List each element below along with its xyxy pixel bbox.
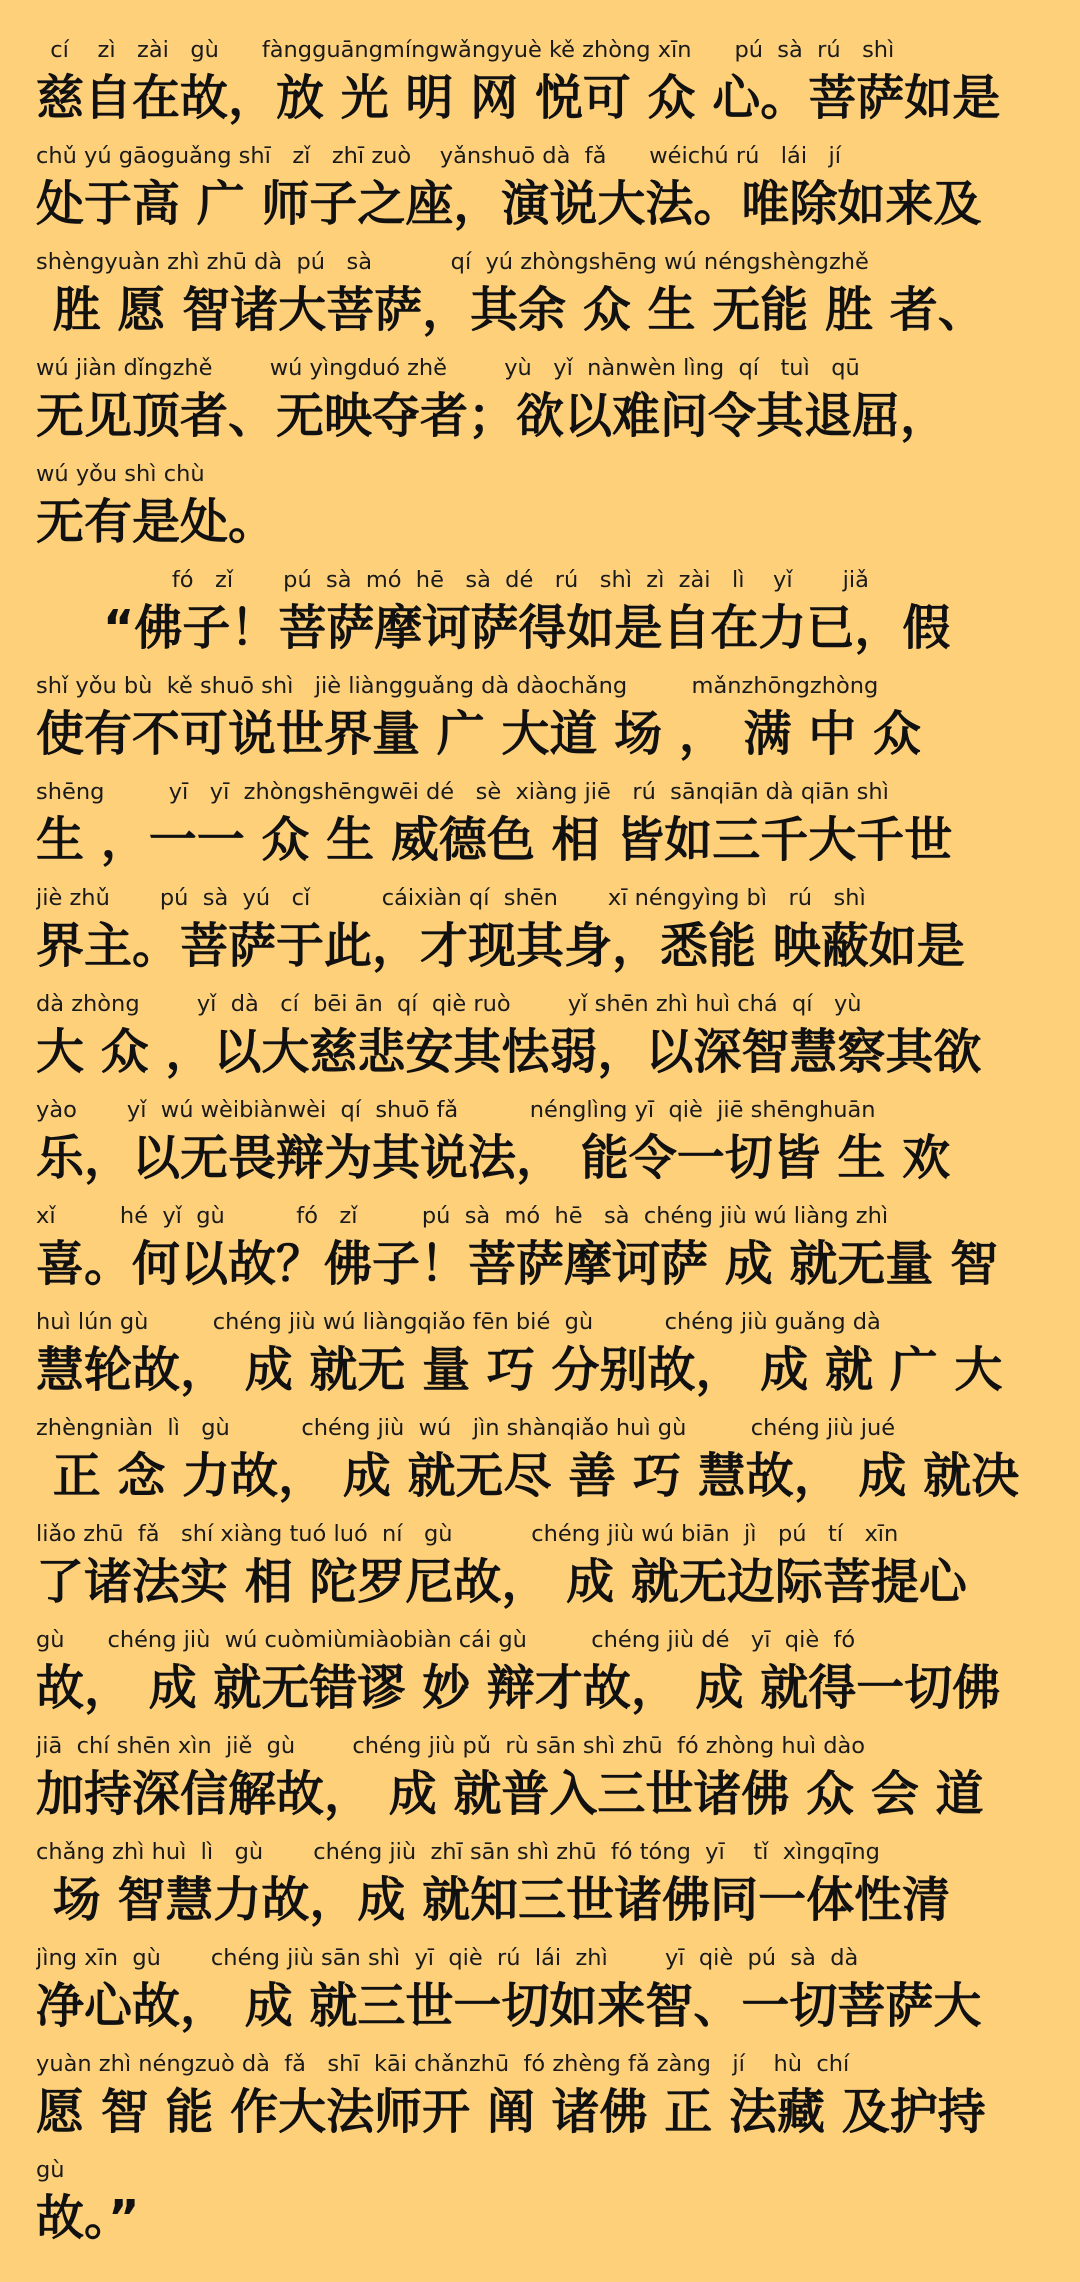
hanzi-text: 使有不可说世界量 广 大道 场 ， 满 中 众 [36, 706, 921, 762]
pinyin-annotation: yào yǐ wú wèibiànwèi qí shuō fǎ nénglìng yī qiè jiē shēnghuān [36, 1097, 876, 1123]
hanzi-text: 正 念 力故， 成 就无尽 善 巧 慧故， 成 就决 [36, 1448, 1020, 1504]
hanzi-text: 场 智慧力故，成 就知三世诸佛同一体性清 [36, 1872, 951, 1928]
hanzi-text: 慧轮故， 成 就无 量 巧 分别故， 成 就 广 大 [36, 1342, 1003, 1398]
hanzi-text: 生 ，一一 众 生 威德色 相 皆如三千大千世 [36, 812, 953, 868]
pinyin-annotation: chǎng zhì huì lì gù chéng jiù zhī sān shì zhū fó tóng yī tǐ xìngqīng [36, 1839, 880, 1865]
pinyin-annotation: huì lún gù chéng jiù wú liàngqiǎo fēn bié gù chéng jiù guǎng dà [36, 1309, 881, 1335]
pinyin-annotation: zhèngniàn lì gù chéng jiù wú jìn shànqiǎo huì gù chéng jiù jué [36, 1415, 896, 1441]
pinyin-annotation: shèngyuàn zhì zhū dà pú sà qí yú zhòngshēng wú néngshèngzhě [36, 249, 869, 275]
text-line [36, 672, 1042, 778]
pinyin-annotation: jìng xīn gù chéng jiù sān shì yī qiè rú lái zhì yī qiè pú sà dà [36, 1945, 859, 1971]
pinyin-annotation: jiā chí shēn xìn jiě gù chéng jiù pǔ rù sān shì zhū fó zhòng huì dào [36, 1733, 866, 1759]
text-line [36, 36, 1042, 142]
pinyin-annotation: liǎo zhū fǎ shí xiàng tuó luó ní gù chéng jiù wú biān jì pú tí xīn [36, 1521, 899, 1547]
pinyin-annotation: fó zǐ pú sà mó hē sà dé rú shì zì zài lì yǐ jiǎ [36, 567, 869, 593]
text-line [36, 778, 1042, 884]
hanzi-text: 加持深信解故， 成 就普入三世诸佛 众 会 道 [36, 1766, 984, 1822]
text-line [36, 566, 1042, 672]
text-line [36, 354, 1042, 460]
hanzi-text: 故。” [36, 2190, 140, 2246]
pinyin-annotation: wú yǒu shì chù [36, 461, 205, 487]
text-line [36, 2050, 1042, 2156]
pinyin-annotation: dà zhòng yǐ dà cí bēi ān qí qiè ruò yǐ shēn zhì huì chá qí yù [36, 991, 862, 1017]
pinyin-annotation: gù chéng jiù wú cuòmiùmiàobiàn cái gù chéng jiù dé yī qiè fó [36, 1627, 856, 1653]
pinyin-annotation: shēng yī yī zhòngshēngwēi dé sè xiàng jiē rú sānqiān dà qiān shì [36, 779, 889, 805]
hanzi-text: 大 众 ，以大慈悲安其怯弱，以深智慧察其欲 [36, 1024, 982, 1080]
pinyin-annotation: wú jiàn dǐngzhě wú yìngduó zhě yù yǐ nànwèn lìng qí tuì qū [36, 355, 860, 381]
hanzi-text: 乐，以无畏辩为其说法， 能令一切皆 生 欢 [36, 1130, 951, 1186]
text-line [36, 142, 1042, 248]
hanzi-text: “佛子！菩萨摩诃萨得如是自在力已，假 [36, 600, 951, 656]
text-line [36, 2156, 1042, 2262]
text-line [36, 990, 1042, 1096]
hanzi-text: 愿 智 能 作大法师开 阐 诸佛 正 法藏 及护持 [36, 2084, 986, 2140]
text-line [36, 1838, 1042, 1944]
text-line [36, 1096, 1042, 1202]
pinyin-annotation: cí zì zài gù fàngguāngmíngwǎngyuè kě zhòng xīn pú sà rú shì [36, 37, 895, 63]
text-line [36, 1944, 1042, 2050]
hanzi-text: 喜。何以故？佛子！菩萨摩诃萨 成 就无量 智 [36, 1236, 999, 1292]
text-line [36, 1414, 1042, 1520]
hanzi-text: 无见顶者、无映夺者；欲以难问令其退屈， [36, 388, 949, 444]
text-line [36, 460, 1042, 566]
pinyin-annotation: xǐ hé yǐ gù fó zǐ pú sà mó hē sà chéng jiù wú liàng zhì [36, 1203, 889, 1229]
hanzi-text: 了诸法实 相 陀罗尼故， 成 就无边际菩提心 [36, 1554, 967, 1610]
hanzi-text: 无有是处。 [36, 494, 277, 550]
text-line [36, 1202, 1042, 1308]
text-line [36, 248, 1042, 354]
hanzi-text: 界主。菩萨于此，才现其身，悉能 映蔽如是 [36, 918, 965, 974]
text-line [36, 1732, 1042, 1838]
pinyin-annotation: shǐ yǒu bù kě shuō shì jiè liàngguǎng dà dàochǎng mǎnzhōngzhòng [36, 673, 879, 699]
text-line [36, 1520, 1042, 1626]
text-line [36, 884, 1042, 990]
hanzi-text: 慈自在故，放 光 明 网 悦可 众 心。菩萨如是 [36, 70, 1001, 126]
hanzi-text: 故， 成 就无错谬 妙 辩才故， 成 就得一切佛 [36, 1660, 1001, 1716]
hanzi-text: 处于高 广 师子之座，演说大法。唯除如来及 [36, 176, 982, 232]
text-line [36, 1626, 1042, 1732]
pinyin-annotation: chǔ yú gāoguǎng shī zǐ zhī zuò yǎnshuō dà fǎ wéichú rú lái jí [36, 143, 842, 169]
pinyin-annotation: gù [36, 2157, 65, 2183]
pinyin-annotation: yuàn zhì néngzuò dà fǎ shī kāi chǎnzhū fó zhèng fǎ zàng jí hù chí [36, 2051, 850, 2077]
pinyin-annotation: jiè zhǔ pú sà yú cǐ cáixiàn qí shēn xī néngyìng bì rú shì [36, 885, 866, 911]
text-line [36, 1308, 1042, 1414]
hanzi-text: 净心故， 成 就三世一切如来智、一切菩萨大 [36, 1978, 982, 2034]
hanzi-text: 胜 愿 智诸大菩萨，其余 众 生 无能 胜 者、 [36, 282, 986, 338]
